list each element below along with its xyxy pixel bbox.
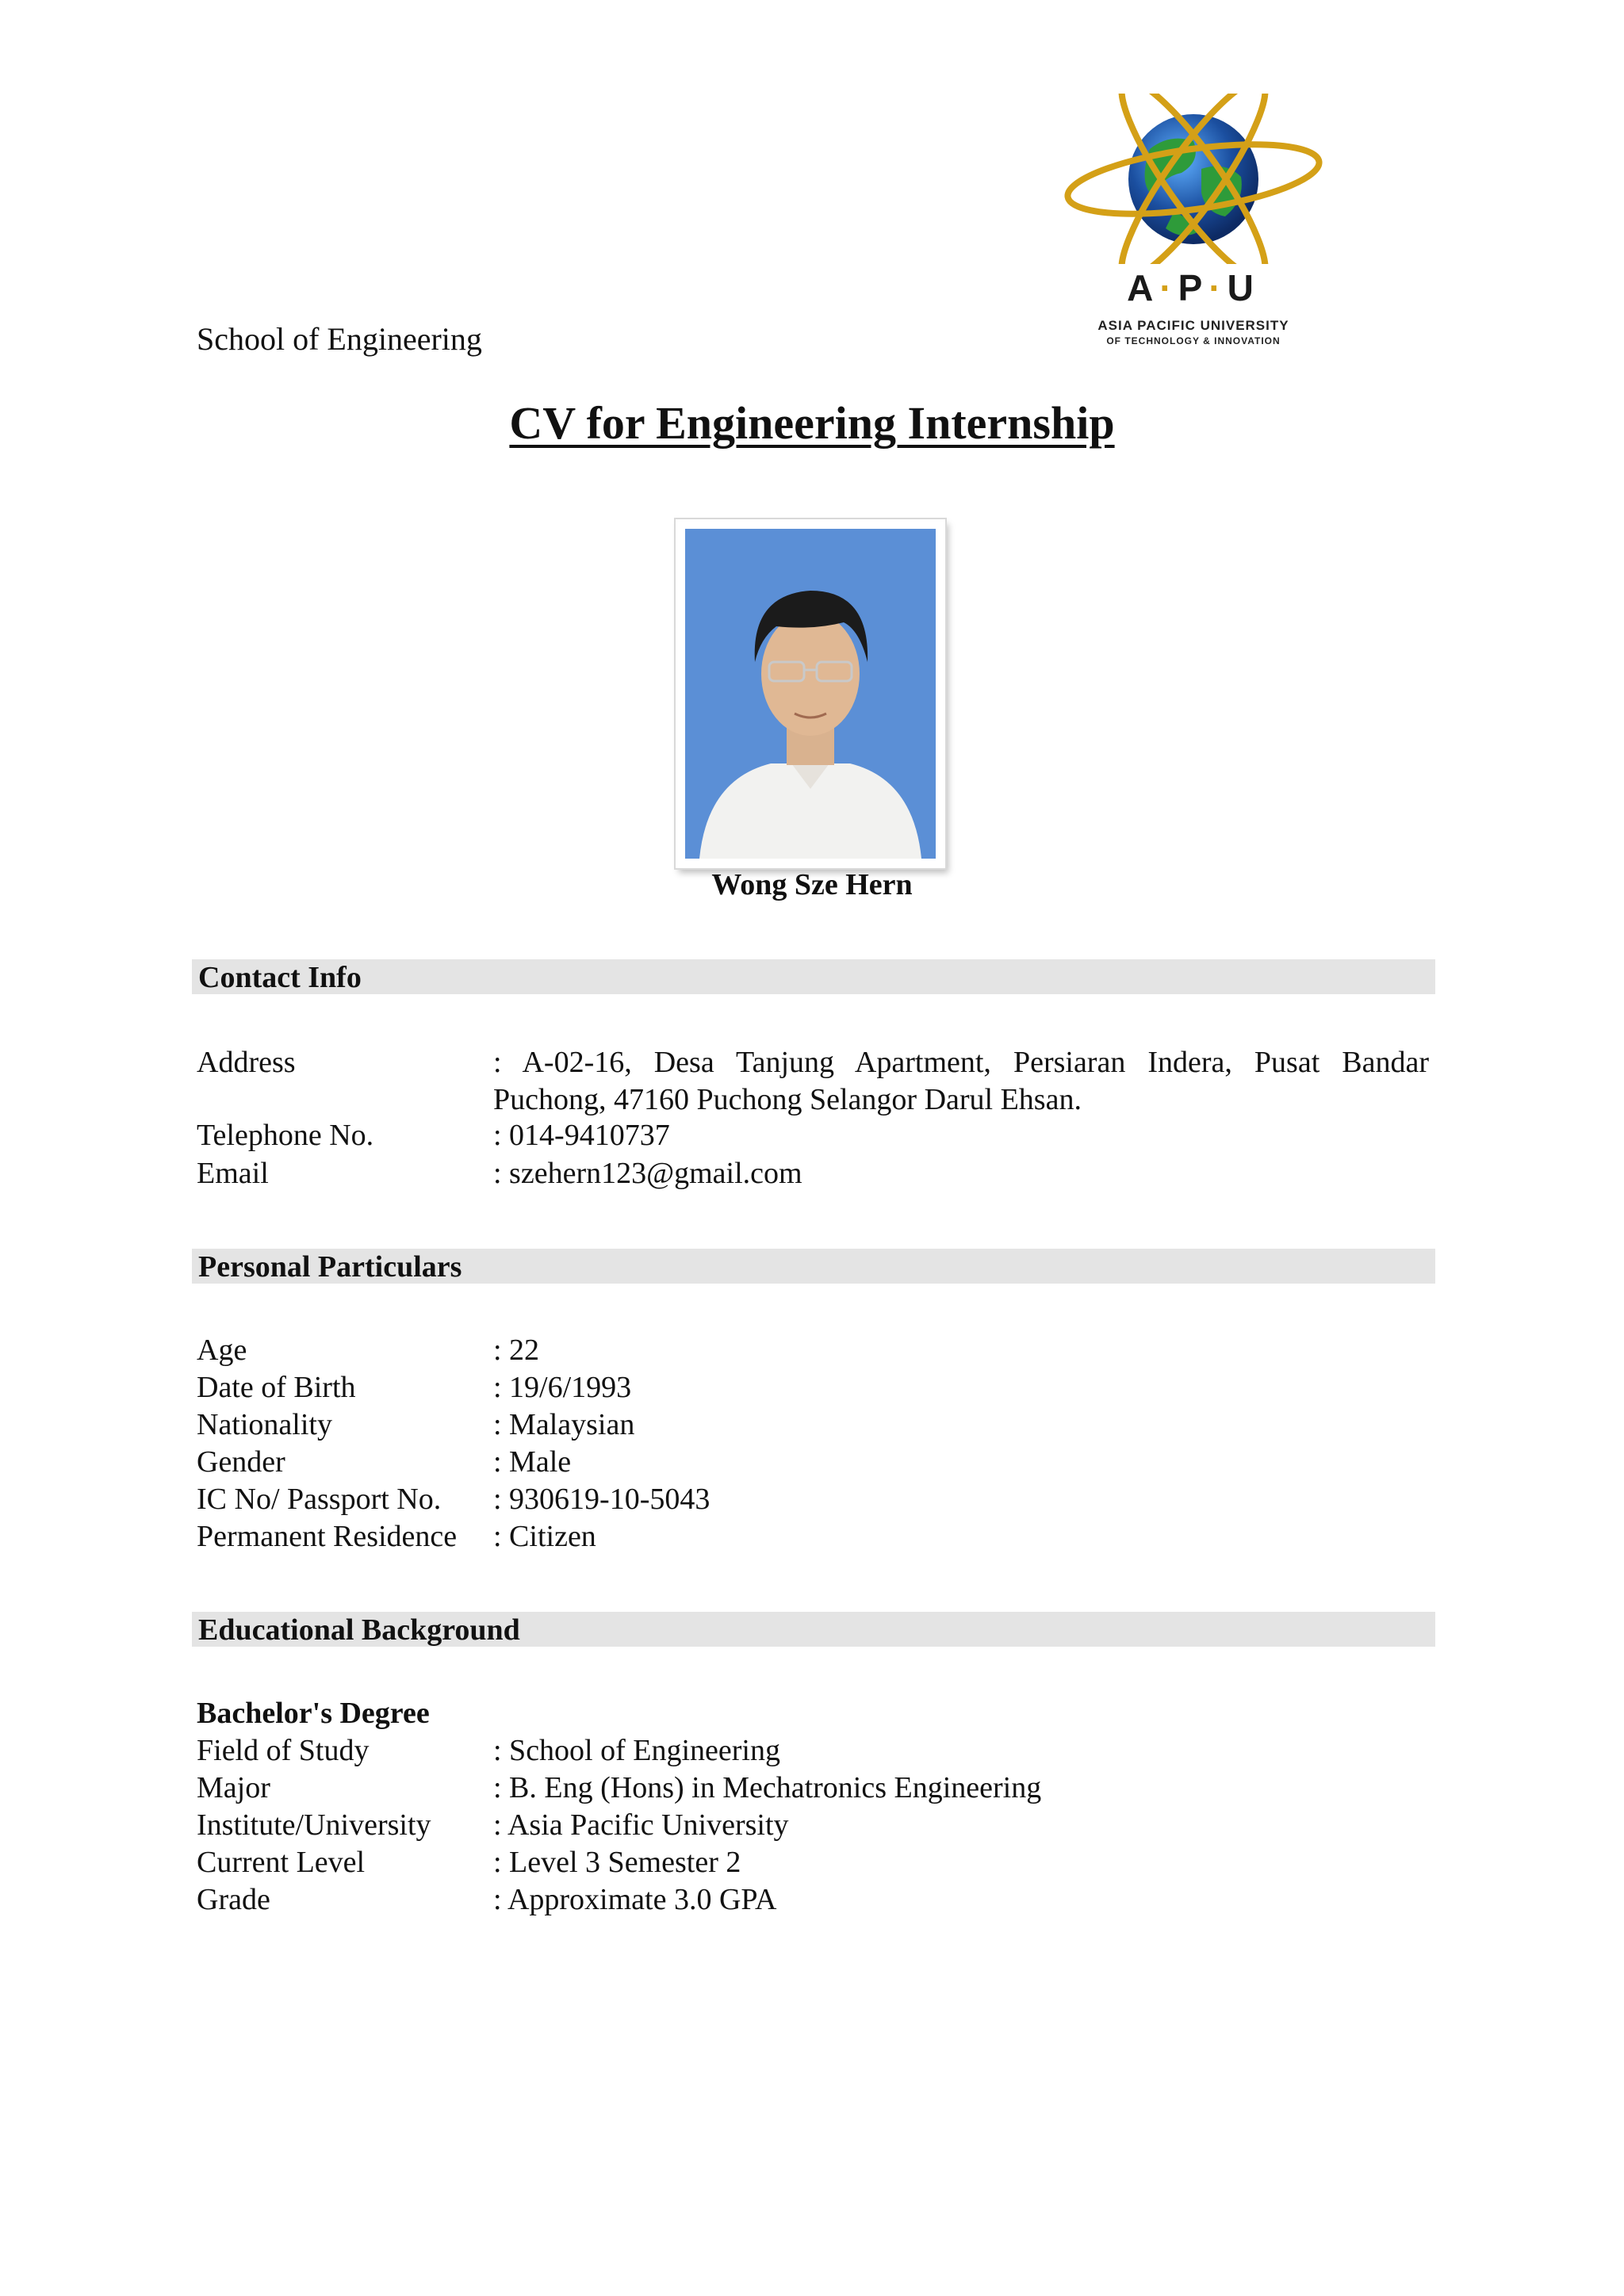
- field-label: Date of Birth: [197, 1371, 356, 1404]
- field-label: IC No/ Passport No.: [197, 1483, 442, 1516]
- candidate-photo: [676, 519, 945, 868]
- field-value: : 014-9410737: [493, 1119, 670, 1152]
- field-label: Major: [197, 1771, 270, 1804]
- field-label: Grade: [197, 1883, 270, 1916]
- field-value: : Level 3 Semester 2: [493, 1846, 741, 1879]
- section-contact-info: [192, 959, 1435, 994]
- field-value: : 19/6/1993: [493, 1371, 632, 1404]
- section-title: Contact Info: [198, 961, 362, 994]
- field-value: : szehern123@gmail.com: [493, 1157, 802, 1190]
- school-name: School of Engineering: [197, 321, 482, 357]
- field-value: : Male: [493, 1445, 572, 1479]
- logo-line-2: OF TECHNOLOGY & INNOVATION: [1106, 335, 1281, 346]
- field-value: : B. Eng (Hons) in Mechatronics Engineering: [493, 1771, 1042, 1804]
- field-value: : Citizen: [493, 1520, 596, 1553]
- field-label: Email: [197, 1157, 269, 1190]
- field-value: : 930619-10-5043: [493, 1483, 710, 1516]
- section-personal-particulars: [192, 1249, 1435, 1284]
- degree-heading: Bachelor's Degree: [197, 1697, 430, 1730]
- field-label: Telephone No.: [197, 1119, 374, 1152]
- field-value: : Asia Pacific University: [493, 1808, 789, 1842]
- field-label: Permanent Residence: [197, 1520, 458, 1553]
- field-label: Nationality: [197, 1408, 332, 1441]
- globe-atom-icon: [1063, 94, 1324, 264]
- field-value: : 22: [493, 1334, 540, 1367]
- candidate-name: Wong Sze Hern: [711, 868, 913, 901]
- field-value: : A-02-16, Desa Tanjung Apartment, Persiaran Indera, Pusat Bandar Puchong, 47160 Puchong Selangor Darul Ehsan.: [493, 1046, 1429, 1116]
- section-educational-background: [192, 1612, 1435, 1647]
- logo-line-1: ASIA PACIFIC UNIVERSITY: [1097, 318, 1289, 333]
- field-label: Gender: [197, 1445, 285, 1479]
- field-label: Current Level: [197, 1846, 366, 1879]
- portrait-image: [676, 519, 945, 868]
- section-title: Personal Particulars: [198, 1250, 462, 1284]
- page-title: CV for Engineering Internship: [509, 397, 1115, 449]
- section-title: Educational Background: [198, 1613, 520, 1647]
- field-value: : Approximate 3.0 GPA: [493, 1883, 777, 1916]
- field-label: Institute/University: [197, 1808, 431, 1842]
- field-label: Field of Study: [197, 1734, 370, 1767]
- logo-wordmark: A·P·U: [1127, 267, 1260, 308]
- university-logo: [1063, 94, 1324, 347]
- field-value: : Malaysian: [493, 1408, 635, 1441]
- field-label: Age: [197, 1334, 247, 1367]
- field-label: Address: [197, 1046, 296, 1079]
- field-value: : School of Engineering: [493, 1734, 780, 1767]
